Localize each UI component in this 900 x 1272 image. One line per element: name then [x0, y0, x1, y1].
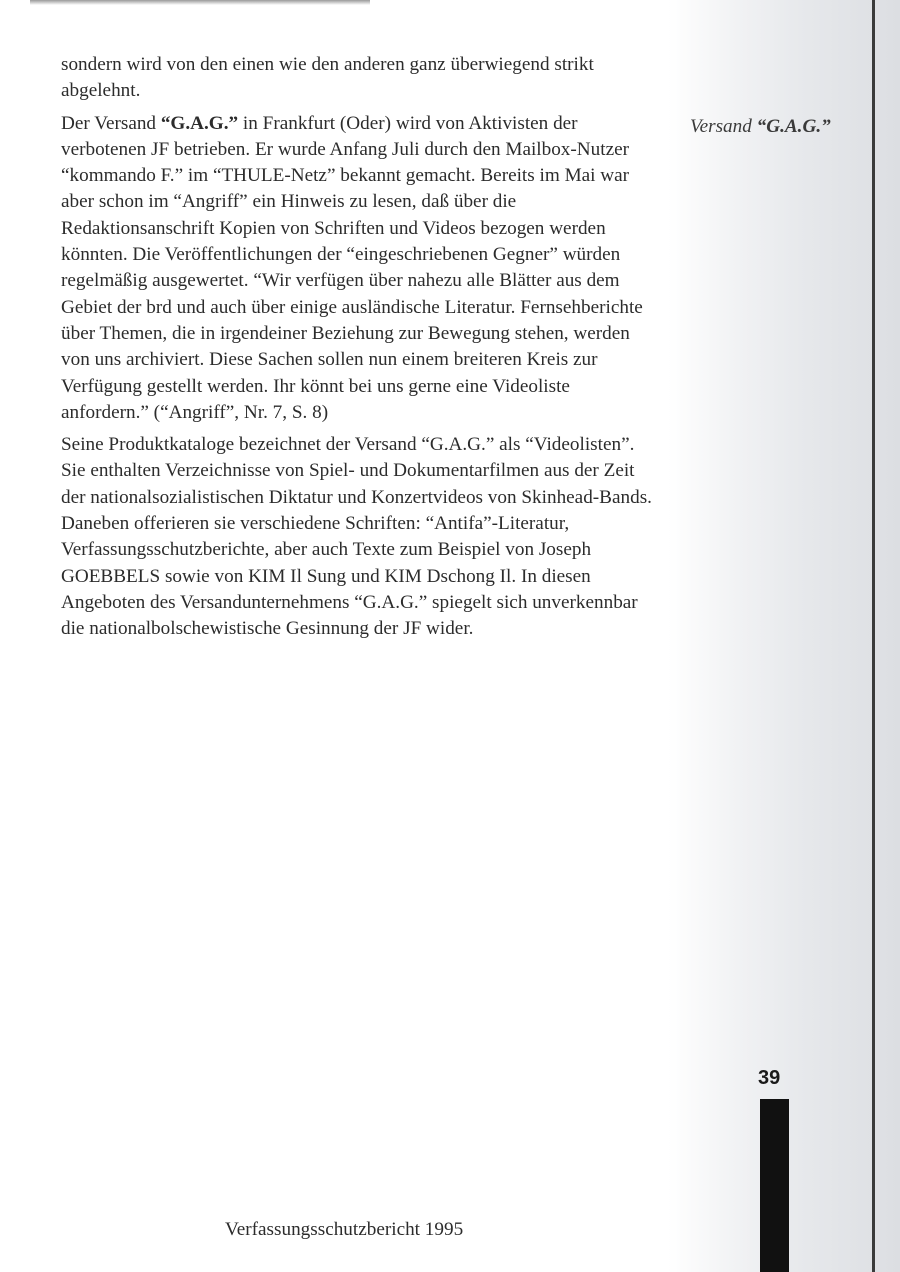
- page-edge-line: [872, 0, 875, 1272]
- scan-shadow: [30, 0, 370, 5]
- paragraph-1: [61, 52, 657, 105]
- paragraph-3-text: Seine Produktkataloge bezeichnet der Versand “G.A.G.” als “Videolisten”. Sie enthalten Verzeichnisse von Spiel- und Dokumentarfilmen aus der Zeit der nationalsozialistischen Diktatur und Konzertvideos von Skinhead-Bands. Daneben offerieren sie verschiedene Schriften: “Antifa”-Literatur, Verfassungsschutzberichte, aber auch Texte zum Beispiel von Joseph GOEBBELS sowie von KIM Il Sung und KIM Dschong Il. In diesen Angeboten des Versandunternehmens “G.A.G.” spiegelt sich unverkennbar die nationalbolschewistische Gesinnung der JF wider.: [61, 434, 652, 640]
- paragraph-3: [61, 432, 657, 642]
- margin-note-label: Versand: [690, 116, 757, 137]
- thumb-index-bar: [760, 1099, 789, 1272]
- page-number: 39: [758, 1067, 781, 1089]
- margin-note-term: “G.A.G.”: [756, 116, 831, 137]
- paragraph-1-text: sondern wird von den einen wie den anderen ganz überwiegend strikt abgelehnt.: [61, 54, 594, 102]
- paragraph-2-bold-term: “G.A.G.”: [160, 112, 239, 134]
- body-text: [61, 52, 657, 649]
- paragraph-2: [61, 111, 657, 427]
- page-footer: Verfassungsschutzbericht 1995: [225, 1219, 464, 1240]
- paragraph-2-lead: Der Versand: [61, 112, 161, 134]
- paragraph-2-text: in Frankfurt (Oder) wird von Aktivisten der verbotenen JF betrieben. Er wurde Anfang Juli durch den Mailbox-Nutzer “kommando F.” im “THULE-Netz” bekannt gemacht. Bereits im Mai war aber schon im “Angriff” ein Hinweis zu lesen, daß über die Redaktionsanschrift Kopien von Schriften und Videos bezogen werden könnten. Die Veröffentlichungen der “eingeschriebenen Gegner” würden regelmäßig ausgewertet. “Wir verfügen über nahezu alle Blätter aus dem Gebiet der brd und auch über einige ausländische Literatur. Fernsehberichte über Themen, die in irgendeiner Beziehung zur Bewegung stehen, werden von uns archiviert. Diese Sachen sollen nun einem breiteren Kreis zur Verfügung gestellt werden. Ihr könnt bei uns gerne eine Videoliste anfordern.” (“Angriff”, Nr. 7, S. 8): [61, 112, 643, 423]
- margin-note: [690, 116, 875, 138]
